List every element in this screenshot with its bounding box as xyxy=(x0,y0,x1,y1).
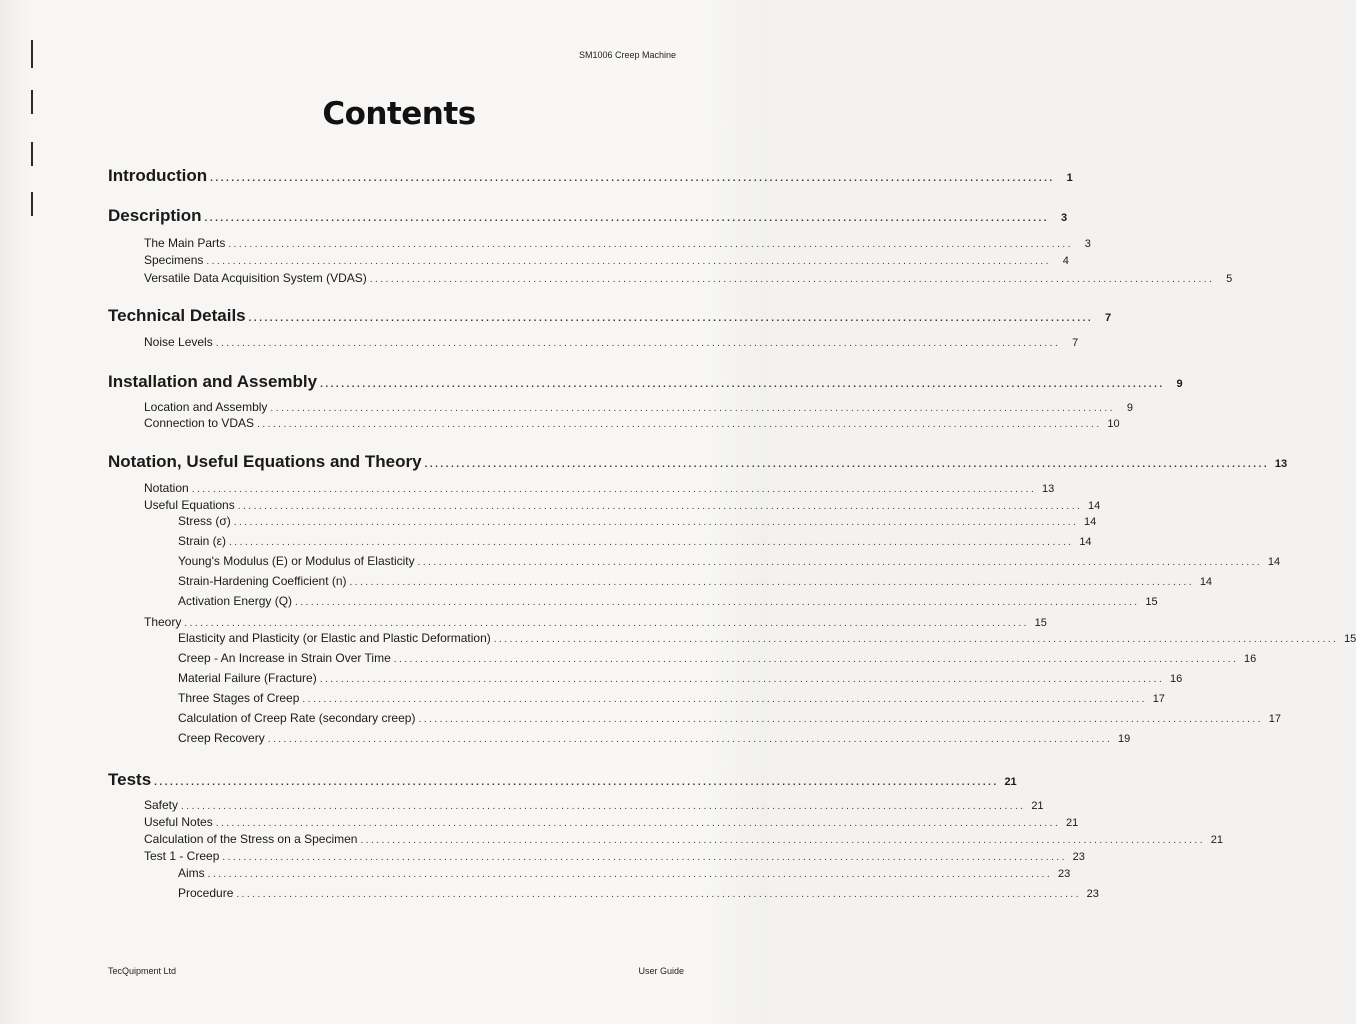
toc-dot-leader: ................................................................................................................................................................ xyxy=(215,818,1061,829)
toc-entry[interactable] xyxy=(144,335,1079,349)
toc-entry-label: Introduction xyxy=(108,166,208,185)
toc-entry-page: 14 xyxy=(1088,500,1101,512)
toc-entry[interactable] xyxy=(178,866,1071,880)
toc-dot-leader: ................................................................................................................................................................ xyxy=(215,338,1061,349)
toc-entry-label: Elasticity and Plasticity (or Elastic and Plastic Deformation) xyxy=(178,631,491,645)
toc-dot-leader: ................................................................................................................................................................ xyxy=(302,694,1147,705)
toc-entry-label: Creep Recovery xyxy=(178,731,265,745)
toc-entry-page: 4 xyxy=(1062,255,1069,267)
toc-entry-label: Aims xyxy=(178,866,205,880)
toc-entry-label: Tests xyxy=(108,770,152,789)
toc-entry-label: Creep - An Increase in Strain Over Time xyxy=(178,651,391,665)
toc-entry-label: Installation and Assembly xyxy=(108,372,318,391)
toc-dot-leader: ................................................................................................................................................................ xyxy=(154,777,999,788)
toc-entry-label: Activation Energy (Q) xyxy=(178,594,293,608)
toc-entry-label: Strain (ε) xyxy=(178,534,227,548)
toc-entry[interactable] xyxy=(144,798,1044,812)
toc-dot-leader: ................................................................................................................................................................ xyxy=(257,419,1102,430)
toc-entry[interactable] xyxy=(178,671,1183,685)
toc-entry[interactable] xyxy=(144,416,1120,430)
toc-entry-label: Notation xyxy=(144,481,189,495)
toc-entry-page: 23 xyxy=(1057,868,1071,880)
toc-entry-page: 15 xyxy=(1034,617,1047,629)
toc-dot-leader: ................................................................................................................................................................ xyxy=(417,557,1263,568)
toc-entry-label: Safety xyxy=(144,798,179,812)
toc-entry[interactable] xyxy=(144,832,1223,846)
toc-dot-leader: ................................................................................................................................................................ xyxy=(181,801,1026,812)
toc-entry-page: 14 xyxy=(1199,576,1213,588)
toc-entry-page: 21 xyxy=(1031,800,1044,812)
toc-entry[interactable] xyxy=(178,594,1158,608)
toc-entry-label: Procedure xyxy=(178,886,234,900)
toc-entry-label: Test 1 - Creep xyxy=(144,849,220,863)
toc-entry[interactable] xyxy=(108,206,1068,226)
toc-dot-leader: ................................................................................................................................................................ xyxy=(237,501,1083,512)
toc-dot-leader: ................................................................................................................................................................ xyxy=(206,256,1051,267)
toc-entry-label: Stress (σ) xyxy=(178,514,231,528)
toc-entry[interactable] xyxy=(178,651,1257,665)
toc-entry-page: 16 xyxy=(1244,653,1257,665)
document-id: SM1006 Creep Machine xyxy=(578,50,676,60)
toc-entry-page: 14 xyxy=(1084,516,1097,528)
toc-dot-leader: ................................................................................................................................................................ xyxy=(228,239,1073,250)
toc-dot-leader: ................................................................................................................................................................ xyxy=(210,173,1055,184)
toc-entry[interactable] xyxy=(178,554,1281,568)
toc-entry-page: 3 xyxy=(1084,238,1091,250)
toc-dot-leader: ................................................................................................................................................................ xyxy=(295,597,1140,608)
toc-dot-leader: ................................................................................................................................................................ xyxy=(204,213,1050,224)
toc-dot-leader: ................................................................................................................................................................ xyxy=(233,517,1079,528)
toc-entry[interactable] xyxy=(178,731,1131,745)
toc-entry-label: Young's Modulus (E) or Modulus of Elasticity xyxy=(178,554,415,568)
toc-entry[interactable] xyxy=(178,711,1281,725)
toc-entry-label: Description xyxy=(108,206,202,225)
toc-entry[interactable] xyxy=(178,691,1165,705)
toc-dot-leader: ................................................................................................................................................................ xyxy=(360,835,1205,846)
toc-entry[interactable] xyxy=(178,574,1213,588)
toc-entry-page: 9 xyxy=(1176,378,1183,390)
toc-dot-leader: ................................................................................................................................................................ xyxy=(191,484,1037,495)
toc-entry-page: 7 xyxy=(1105,312,1112,324)
toc-entry-page: 14 xyxy=(1079,536,1092,548)
toc-dot-leader: ................................................................................................................................................................ xyxy=(424,459,1270,470)
toc-entry[interactable] xyxy=(144,400,1133,414)
toc-entry[interactable] xyxy=(144,236,1091,250)
toc-entry-page: 15 xyxy=(1344,633,1356,645)
toc-entry-label: Material Failure (Fracture) xyxy=(178,671,317,685)
toc-entry-page: 13 xyxy=(1274,458,1288,470)
toc-entry-page: 7 xyxy=(1072,337,1079,349)
toc-entry-label: Calculation of the Stress on a Specimen xyxy=(144,832,358,846)
toc-entry[interactable] xyxy=(144,815,1079,829)
toc-entry-page: 16 xyxy=(1169,673,1183,685)
toc-dot-leader: ................................................................................................................................................................ xyxy=(229,537,1074,548)
toc-entry[interactable] xyxy=(144,849,1085,863)
toc-entry[interactable] xyxy=(178,631,1356,645)
toc-entry-label: Versatile Data Acquisition System (VDAS) xyxy=(144,271,367,285)
toc-entry[interactable] xyxy=(108,770,1017,790)
page-title: Contents xyxy=(322,96,476,132)
footer-publisher: TecQuipment Ltd xyxy=(108,966,177,976)
toc-dot-leader: ................................................................................................................................................................ xyxy=(349,577,1195,588)
toc-dot-leader: ................................................................................................................................................................ xyxy=(184,618,1029,629)
toc-entry-page: 1 xyxy=(1066,172,1073,184)
toc-entry-page: 23 xyxy=(1072,851,1085,863)
toc-entry-page: 21 xyxy=(1065,817,1079,829)
toc-entry-page: 9 xyxy=(1126,402,1133,414)
toc-entry-label: Location and Assembly xyxy=(144,400,268,414)
toc-entry-label: Specimens xyxy=(144,253,204,267)
toc-entry[interactable] xyxy=(108,166,1073,186)
toc-entry-label: Strain-Hardening Coefficient (n) xyxy=(178,574,347,588)
toc-entry-label: Theory xyxy=(144,615,182,629)
toc-entry-page: 10 xyxy=(1107,418,1120,430)
toc-entry[interactable] xyxy=(108,372,1183,392)
toc-entry-label: Three Stages of Creep xyxy=(178,691,300,705)
toc-entry-page: 21 xyxy=(1210,834,1223,846)
toc-dot-leader: ................................................................................................................................................................ xyxy=(236,889,1081,900)
toc-entry-page: 21 xyxy=(1004,776,1017,788)
toc-dot-leader: ................................................................................................................................................................ xyxy=(248,313,1094,324)
toc-entry[interactable] xyxy=(108,306,1112,326)
toc-entry-page: 13 xyxy=(1041,483,1055,495)
toc-entry-label: Useful Equations xyxy=(144,498,235,512)
toc-entry-label: Notation, Useful Equations and Theory xyxy=(108,452,422,471)
toc-entry[interactable] xyxy=(144,271,1233,285)
toc-entry-label: Noise Levels xyxy=(144,335,213,349)
toc-entry-page: 17 xyxy=(1268,713,1281,725)
toc-entry-page: 15 xyxy=(1145,596,1158,608)
toc-entry[interactable] xyxy=(144,481,1055,495)
toc-entry[interactable] xyxy=(144,498,1101,512)
toc-entry-page: 14 xyxy=(1267,556,1281,568)
toc-entry[interactable] xyxy=(178,886,1099,900)
toc-dot-leader: ................................................................................................................................................................ xyxy=(270,403,1115,414)
toc-dot-leader: ................................................................................................................................................................ xyxy=(267,734,1113,745)
toc-entry-page: 5 xyxy=(1226,273,1233,285)
toc-entry[interactable] xyxy=(144,253,1069,267)
toc-entry-label: The Main Parts xyxy=(144,236,226,250)
toc-entry[interactable] xyxy=(178,534,1092,548)
toc-dot-leader: ................................................................................................................................................................ xyxy=(319,674,1165,685)
toc-dot-leader: ................................................................................................................................................................ xyxy=(393,654,1239,665)
toc-entry-label: Calculation of Creep Rate (secondary creep) xyxy=(178,711,416,725)
footer-doc-type: User Guide xyxy=(638,966,684,976)
toc-dot-leader: ................................................................................................................................................................ xyxy=(207,869,1053,880)
toc-entry[interactable] xyxy=(108,452,1288,472)
toc-entry-label: Useful Notes xyxy=(144,815,213,829)
toc-dot-leader: ................................................................................................................................................................ xyxy=(222,852,1067,863)
toc-entry-label: Connection to VDAS xyxy=(144,416,255,430)
toc-dot-leader: ................................................................................................................................................................ xyxy=(320,379,1165,390)
toc-entry-page: 19 xyxy=(1117,733,1131,745)
toc-entry-page: 3 xyxy=(1060,212,1068,224)
toc-dot-leader: ................................................................................................................................................................ xyxy=(418,714,1263,725)
toc-entry[interactable] xyxy=(178,514,1097,528)
toc-dot-leader: ................................................................................................................................................................ xyxy=(369,274,1215,285)
toc-entry-page: 17 xyxy=(1152,693,1165,705)
toc-entry-label: Technical Details xyxy=(108,306,246,325)
toc-entry[interactable] xyxy=(144,615,1047,629)
toc-entry-page: 23 xyxy=(1086,888,1099,900)
toc-dot-leader: ................................................................................................................................................................ xyxy=(493,634,1339,645)
